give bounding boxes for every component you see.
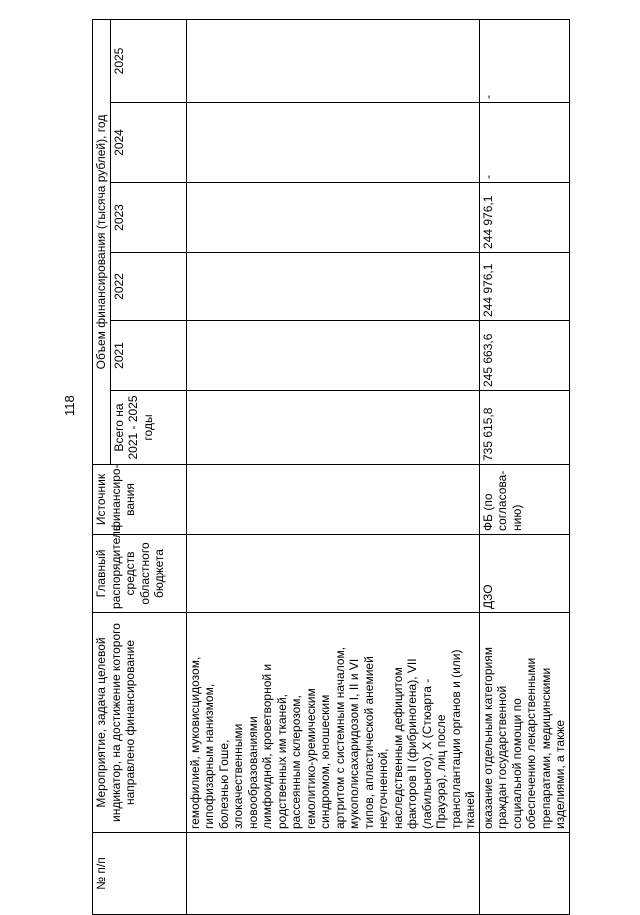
cell-2024: - [479, 103, 569, 183]
rotated-table-container [92, 15, 567, 915]
cell-2022: 244 976,1 [479, 253, 569, 321]
header-2024: 2024 [110, 103, 186, 183]
cell-2025 [186, 20, 479, 103]
cell-measure: гемофилией, муковисцидозом, гипофизарным нанизмом, болезнью Гоше, злокачественными новообразованиями лимфоидной, кроветворной и родственных им тканей, рассеянным склерозом, гемолитико-уремическим синдромом, юношеским артритом с системным началом, мукополисахаридозом I, II и VI типов, апластической анемией неуточненной, наследственным дефицитом факторов II (фибриногена), VII (лабильного), X (Стюарта - Прауэра), лиц после трансплантации органов и (или) тканей [186, 613, 479, 833]
cell-2023 [186, 183, 479, 253]
financing-table [92, 19, 570, 915]
cell-source [186, 465, 479, 535]
header-2025: 2025 [110, 20, 186, 103]
cell-2022 [186, 253, 479, 321]
header-2021: 2021 [110, 321, 186, 391]
cell-source: ФБ (по согласова-нию) [479, 465, 569, 535]
cell-num [479, 833, 569, 915]
cell-num [186, 833, 479, 915]
header-2022: 2022 [110, 253, 186, 321]
cell-2023: 244 976,1 [479, 183, 569, 253]
cell-distributor: ДЗО [479, 535, 569, 613]
header-source: Источник финансиро-вания [93, 465, 187, 535]
header-measure: Мероприятие, задача целевой индикатор, на достижение которого направлено финансирование [93, 613, 187, 833]
header-num: № п/п [93, 833, 187, 915]
cell-2021: 245 663,6 [479, 321, 569, 391]
table-row [186, 20, 479, 915]
header-volume: Объем финансирования (тысяча рублей), год [93, 20, 111, 465]
page-number: 118 [62, 395, 77, 416]
cell-distributor [186, 535, 479, 613]
cell-2021 [186, 321, 479, 391]
table-row [479, 20, 569, 915]
cell-total [186, 391, 479, 465]
header-distributor: Главный распорядитель средств областного бюджета [93, 535, 187, 613]
cell-2024 [186, 103, 479, 183]
header-row-1 [93, 20, 111, 915]
header-total: Всего на 2021 - 2025 годы [110, 391, 186, 465]
cell-total: 735 615,8 [479, 391, 569, 465]
cell-2025: - [479, 20, 569, 103]
cell-measure: оказание отдельным категориям граждан государственной социальной помощи по обеспечению лекарственными препаратами, медицинскими изделиями, а также [479, 613, 569, 833]
header-2023: 2023 [110, 183, 186, 253]
